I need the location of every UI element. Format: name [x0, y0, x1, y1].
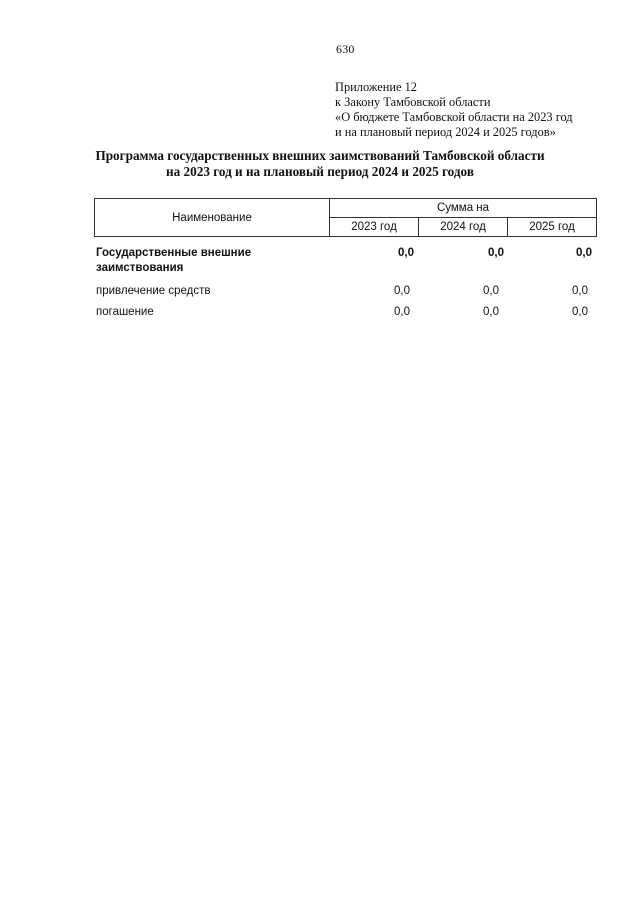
row-value-2024: 0,0: [483, 285, 499, 297]
column-header-sum: Сумма на: [330, 199, 596, 218]
row-value-2023: 0,0: [398, 247, 414, 259]
row-name-line: Государственные внешние: [96, 247, 252, 259]
column-header-year: 2023 год: [330, 218, 419, 236]
column-header-year: 2024 год: [419, 218, 508, 236]
column-header-year: 2025 год: [529, 221, 575, 233]
row-value-2025: 0,0: [572, 306, 588, 318]
appendix-line: к Закону Тамбовской области: [335, 95, 491, 109]
row-value-2025: 0,0: [572, 285, 588, 297]
row-name: [96, 246, 316, 276]
row-value-2025: 0,0: [576, 247, 592, 259]
row-value-2023: 0,0: [394, 306, 410, 318]
table-header: [94, 198, 597, 237]
row-value-2023: 0,0: [394, 285, 410, 297]
appendix-line: Приложение 12: [335, 80, 417, 94]
appendix-block: [335, 80, 625, 140]
document-title: [0, 148, 640, 180]
title-line: на 2023 год и на плановый период 2024 и 2025 годов: [166, 164, 474, 179]
title-line: Программа государственных внешних заимствований Тамбовской области: [95, 148, 545, 163]
page-number: 630: [336, 42, 355, 56]
row-name: погашение: [96, 306, 154, 318]
row-value-2024: 0,0: [483, 306, 499, 318]
row-value-2024: 0,0: [488, 247, 504, 259]
row-name: привлечение средств: [96, 285, 211, 297]
row-name-line: заимствования: [96, 262, 184, 274]
appendix-line: и на плановый период 2024 и 2025 годов»: [335, 125, 556, 139]
appendix-line: «О бюджете Тамбовской области на 2023 год: [335, 110, 573, 124]
column-header-name: Наименование: [95, 199, 330, 236]
